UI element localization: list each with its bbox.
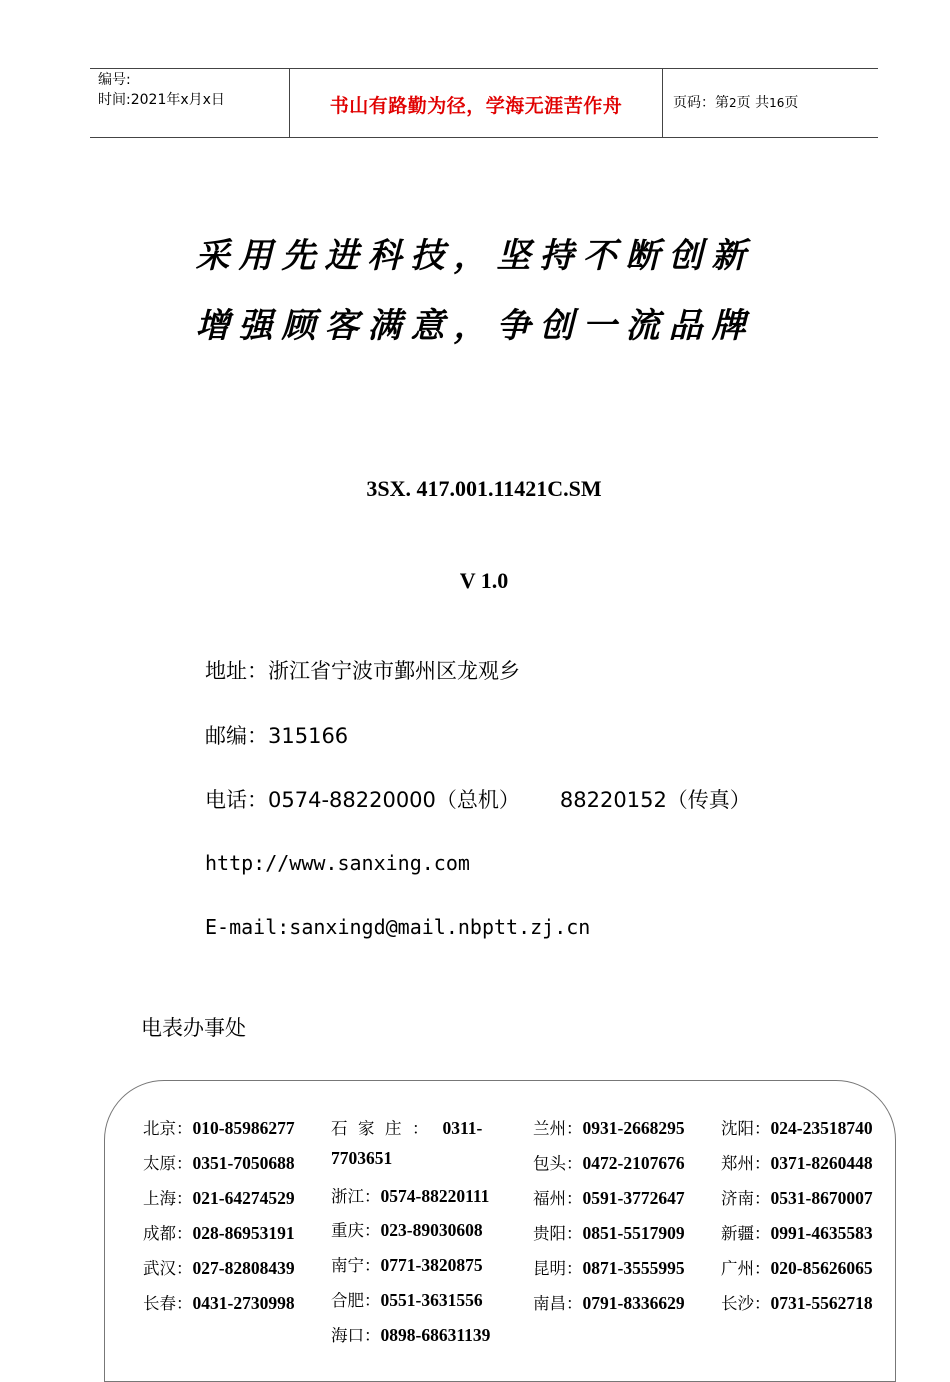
office-city: 贵阳： [533, 1224, 583, 1243]
page-current: 2 [729, 96, 737, 110]
office-city: 广州： [721, 1259, 771, 1278]
office-phone: 027-82808439 [192, 1258, 295, 1278]
office-phone: 0731-5562718 [770, 1293, 873, 1313]
office-entry [721, 1115, 873, 1139]
office-entry [721, 1290, 873, 1314]
office-phone: 0431-2730998 [192, 1293, 295, 1313]
office-phone: 0851-5517909 [582, 1223, 685, 1243]
contact-zip: 邮编：315166 [205, 724, 349, 748]
office-entry [533, 1255, 685, 1279]
office-entry [533, 1115, 685, 1139]
office-phone: 7703651 [331, 1148, 393, 1168]
office-entry [331, 1183, 489, 1207]
office-city: 南宁： [331, 1256, 381, 1275]
office-entry [331, 1322, 490, 1346]
page-indicator [673, 94, 798, 112]
office-city: 郑州： [721, 1154, 771, 1173]
office-entry [143, 1255, 295, 1279]
office-phone: 0371-8260448 [770, 1153, 873, 1173]
page-total: 16 [769, 96, 785, 110]
contact-fax: 88220152（传真） [559, 788, 751, 812]
slogan-line-2: 增强顾客满意，争创一流品牌 [195, 306, 755, 346]
office-phone: 010-85986277 [192, 1118, 295, 1138]
office-phone: 021-64274529 [192, 1188, 295, 1208]
contact-email: E-mail:sanxingd@mail.nbptt.zj.cn [205, 915, 591, 939]
header-motto: 书山有路勤为径，学海无涯苦作舟 [329, 95, 623, 117]
office-city: 武汉： [143, 1259, 193, 1278]
office-city: 重庆： [331, 1221, 381, 1240]
office-entry [331, 1287, 483, 1311]
office-city: 兰州： [533, 1119, 583, 1138]
page-suffix: 页 [784, 95, 799, 111]
office-city: 南昌： [533, 1294, 583, 1313]
office-city: 长沙： [721, 1294, 771, 1313]
serial-label: 编号: [98, 72, 131, 88]
office-phone: 023-89030608 [380, 1220, 483, 1240]
office-city: 上海： [143, 1189, 193, 1208]
office-phone: 0531-8670007 [770, 1188, 873, 1208]
office-city: 长春： [143, 1294, 193, 1313]
office-phone: 0351-7050688 [192, 1153, 295, 1173]
office-phone: 0991-4635583 [770, 1223, 873, 1243]
office-phone: 0931-2668295 [582, 1118, 685, 1138]
contact-phone-line [205, 784, 751, 814]
header-motto-cell [290, 69, 663, 137]
office-city: 海口： [331, 1326, 381, 1345]
office-entry [143, 1115, 295, 1139]
office-phone: 0898-68631139 [380, 1325, 491, 1345]
office-phone: 0574-88220111 [380, 1186, 490, 1206]
header-meta-cell [90, 69, 290, 137]
office-phone: 0472-2107676 [582, 1153, 685, 1173]
office-city: 沈阳： [721, 1119, 771, 1138]
office-city: 合肥： [331, 1291, 381, 1310]
date-label: 时间:2021年x月x日 [98, 92, 225, 108]
office-city: 石 家 庄 ： [331, 1119, 429, 1138]
office-phone: 0311- [442, 1118, 483, 1138]
office-city: 新疆： [721, 1224, 771, 1243]
office-entry [533, 1220, 685, 1244]
office-entry [721, 1255, 873, 1279]
office-entry [533, 1185, 685, 1209]
office-phone: 0771-3820875 [380, 1255, 483, 1275]
office-phone: 020-85626065 [770, 1258, 873, 1278]
office-entry [331, 1217, 483, 1241]
office-entry [721, 1185, 873, 1209]
office-city: 北京： [143, 1119, 193, 1138]
office-entry [331, 1115, 482, 1139]
office-phone: 028-86953191 [192, 1223, 295, 1243]
office-entry [721, 1150, 873, 1174]
document-version: V 1.0 [459, 568, 509, 593]
office-phone: 024-23518740 [770, 1118, 873, 1138]
office-entry [143, 1220, 295, 1244]
office-entry [143, 1150, 295, 1174]
office-entry [143, 1185, 295, 1209]
office-phone: 0551-3631556 [380, 1290, 483, 1310]
office-city: 成都： [143, 1224, 193, 1243]
offices-title: 电表办事处 [141, 1016, 246, 1040]
office-entry [533, 1150, 685, 1174]
header-page-cell [663, 69, 878, 137]
contact-address: 地址：浙江省宁波市鄞州区龙观乡 [205, 659, 520, 683]
page-header [90, 68, 878, 138]
office-city: 包头： [533, 1154, 583, 1173]
office-city: 福州： [533, 1189, 583, 1208]
office-entry [533, 1290, 685, 1314]
contact-website: http://www.sanxing.com [205, 851, 470, 875]
office-city: 昆明： [533, 1259, 583, 1278]
office-city: 太原： [143, 1154, 193, 1173]
office-entry [721, 1220, 873, 1244]
office-city: 浙江： [331, 1187, 381, 1206]
document-number: 3SX. 417.001.11421C.SM [366, 476, 602, 501]
contact-phone: 电话：0574-88220000（总机） [205, 788, 520, 812]
office-phone: 0591-3772647 [582, 1188, 685, 1208]
page-mid: 页 共 [736, 95, 770, 111]
page-prefix: 页码：第 [673, 95, 729, 111]
office-entry [331, 1252, 483, 1276]
office-city: 济南： [721, 1189, 771, 1208]
office-phone: 0871-3555995 [582, 1258, 685, 1278]
office-entry [331, 1148, 392, 1169]
slogan-line-1: 采用先进科技，坚持不断创新 [195, 236, 755, 276]
office-entry [143, 1290, 295, 1314]
office-phone: 0791-8336629 [582, 1293, 685, 1313]
